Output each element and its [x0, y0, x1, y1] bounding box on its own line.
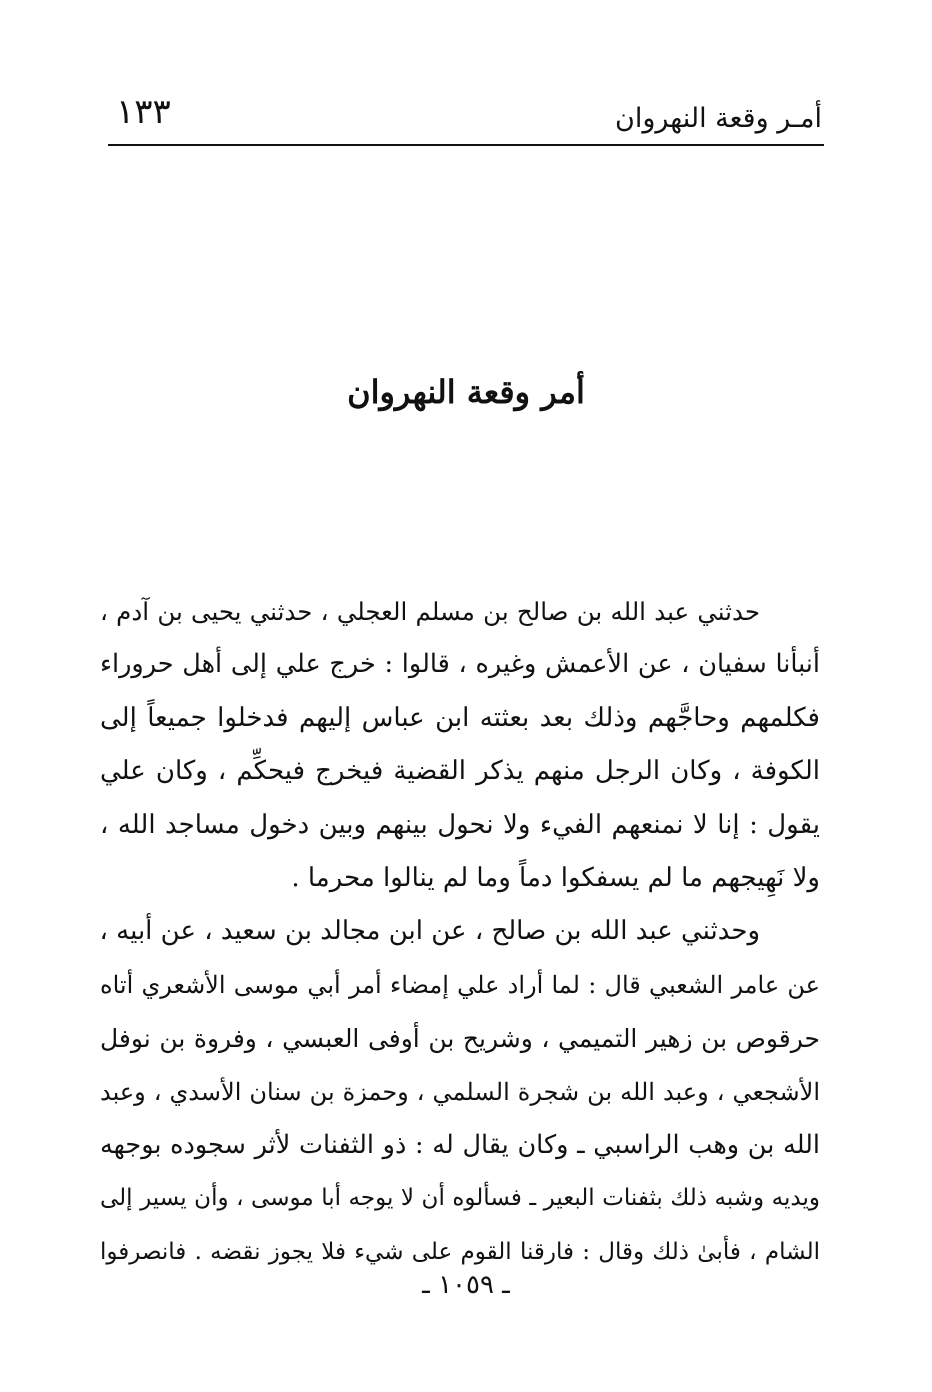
running-header	[108, 92, 824, 142]
text-line: الكوفة ، وكان الرجل منهم يذكر القضية فيخرج فيحكِّم ، وكان علي	[100, 756, 820, 787]
header-rule	[108, 144, 824, 146]
text-line: وحدثني عبد الله بن صالح ، عن ابن مجالد بن سعيد ، عن أبيه ،	[99, 916, 760, 947]
text-line: أنبأنا سفيان ، عن الأعمش وغيره ، قالوا : خرج علي إلى أهل حروراء	[100, 649, 820, 680]
text-line: ولا نَهِيجهم ما لم يسفكوا دماً وما لم ينالوا محرما .	[291, 862, 820, 893]
text-line: الشام ، فأبىٰ ذلك وقال : فارقنا القوم على شيء فلا يجوز نقضه . فانصرفوا	[100, 1238, 820, 1265]
running-title: أمـر وقعة النهروان	[615, 103, 822, 134]
page-number: ١٣٣	[116, 92, 171, 132]
text-line: الأشجعي ، وعبد الله بن شجرة السلمي ، وحمزة بن سنان الأسدي ، وعبد	[100, 1077, 820, 1106]
body-text	[100, 585, 820, 1279]
text-line: الله بن وهب الراسبي ـ وكان يقال له : ذو الثفنات لأثر سجوده بوجهه	[100, 1129, 820, 1160]
text-line: حرقوص بن زهير التميمي ، وشريح بن أوفى العبسي ، وفروة بن نوفل	[100, 1024, 820, 1054]
text-line: عن عامر الشعبي قال : لما أراد علي إمضاء أمر أبي موسى الأشعري أتاه	[100, 970, 821, 999]
folio-number: ـ ١٠٥٩ ـ	[422, 1270, 510, 1300]
chapter-title: أمر وقعة النهروان	[347, 373, 585, 411]
text-line: فكلمهم وحاجَّهم وذلك بعد بعثته ابن عباس إليهم فدخلوا جميعاً إلى	[100, 702, 820, 733]
text-line: يقول : إنا لا نمنعهم الفيء ولا نحول بينهم وبين دخول مساجد الله ،	[100, 809, 820, 840]
text-line: ويديه وشبه ذلك بثفنات البعير ـ فسألوه أن لا يوجه أبا موسى ، وأن يسير إلى	[100, 1185, 820, 1212]
text-line: حدثني عبد الله بن صالح بن مسلم العجلي ، حدثني يحيى بن آدم ،	[100, 597, 761, 626]
